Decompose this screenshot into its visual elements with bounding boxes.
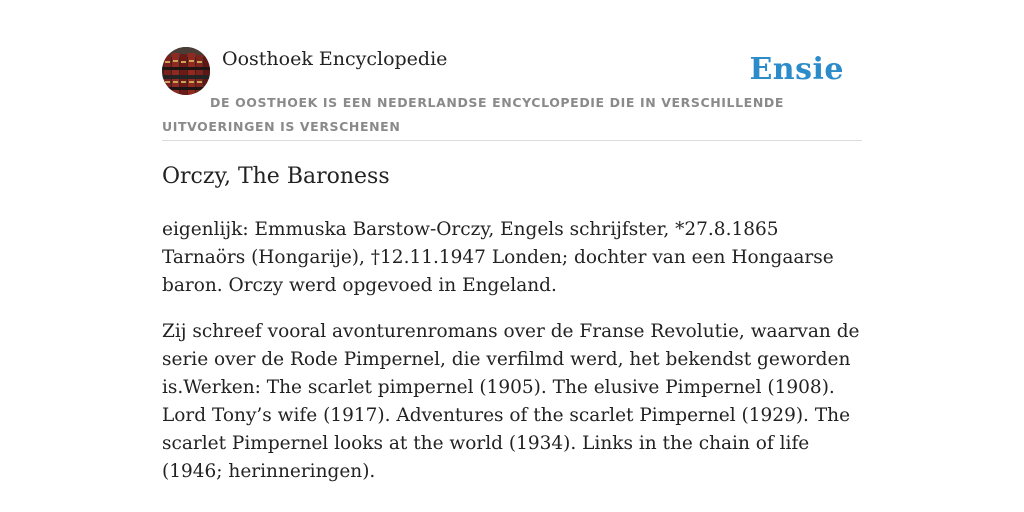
site-tagline: DE OOSTHOEK IS EEN NEDERLANDSE ENCYCLOPEDIE DIE IN VERSCHILLENDE UITVOERINGEN IS VERSCHENEN (162, 95, 784, 134)
encyclopedia-books-icon[interactable] (162, 47, 210, 95)
header (162, 44, 862, 141)
article-paragraph: eigenlijk: Emmuska Barstow-Orczy, Engels schrijfster, *27.8.1865 Tarnaörs (Hongarije), †12.11.1947 Londen; dochter van een Hongaarse baron. Orczy werd opgevoed in Engeland. (162, 219, 834, 296)
article-paragraph: Zij schreef vooral avonturenromans over de Franse Revolutie, waarvan de serie over de Rode Pimpernel, die verfilmd werd, het bekendst geworden is.Werken: The scarlet pimpernel (1905). The elusive Pimpernel (1908). Lord Tony’s wife (1917). Adventures of the scarlet Pimpernel (1929). The scarlet Pimpernel looks at the world (1934). Links in the chain of life (1946; herinneringen). (162, 321, 860, 482)
article-title: Orczy, The Baroness (162, 164, 390, 189)
site-name[interactable]: Oosthoek Encyclopedie (222, 48, 448, 70)
brand-logo[interactable]: Ensie (749, 52, 844, 87)
article-body (162, 216, 862, 504)
